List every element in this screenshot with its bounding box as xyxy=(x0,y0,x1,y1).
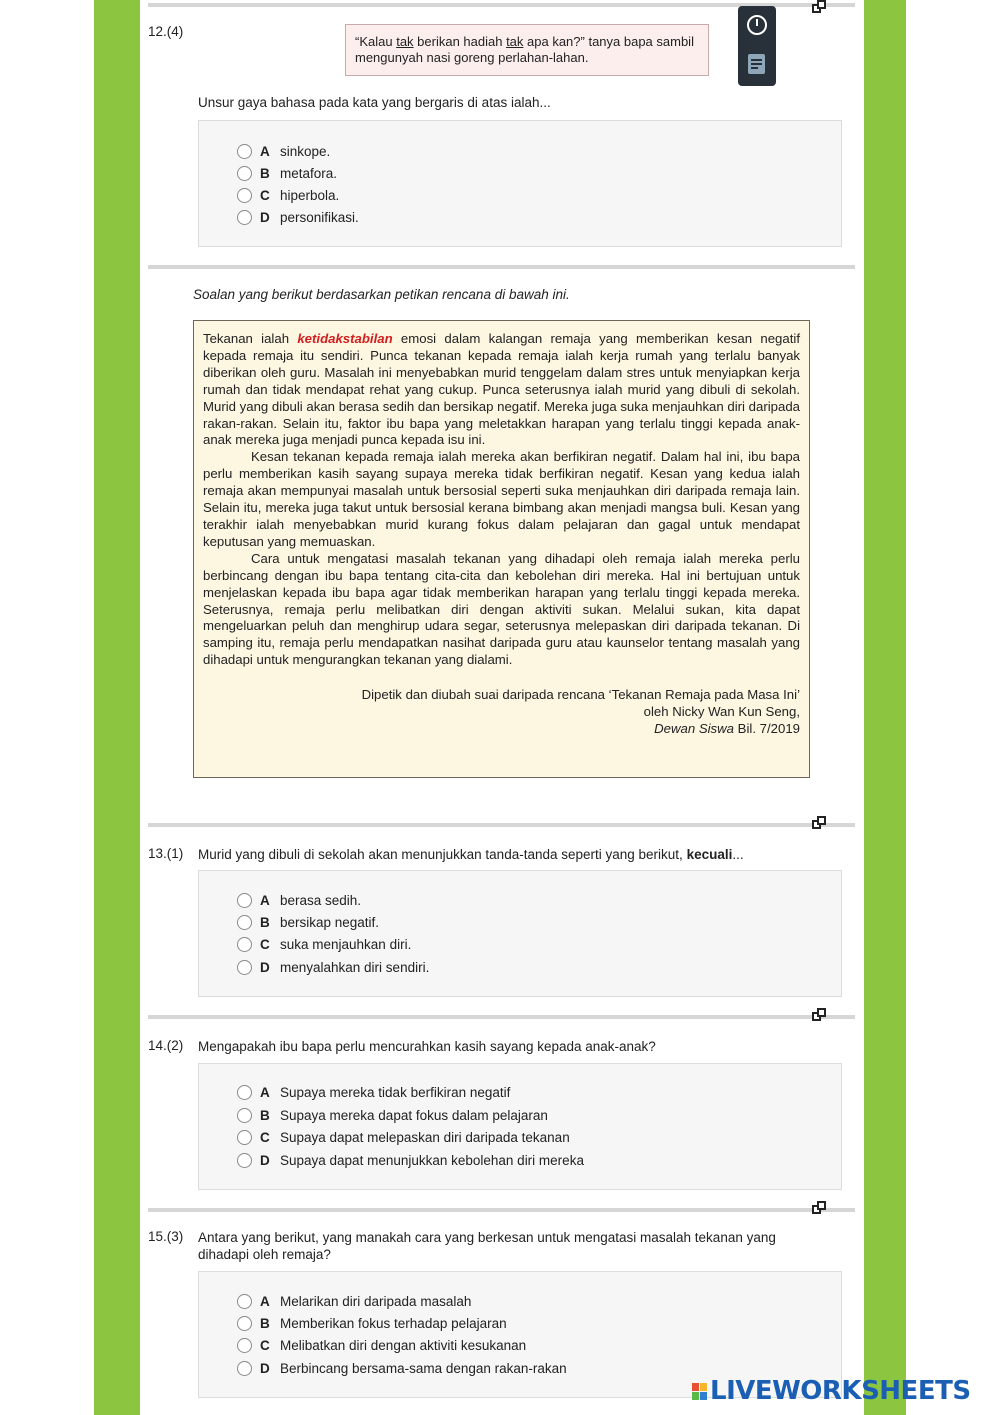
question-emphasis: kecuali xyxy=(686,847,733,862)
question-number-12: 12.(4) xyxy=(148,24,184,39)
worksheet-edit-icon[interactable] xyxy=(748,54,765,74)
radio-button[interactable] xyxy=(237,1294,252,1309)
options-box-13 xyxy=(198,870,842,997)
question-number-13: 13.(1) xyxy=(148,846,184,861)
radio-button[interactable] xyxy=(237,1361,252,1376)
option-text: metafora. xyxy=(280,165,338,181)
expand-icon[interactable] xyxy=(812,0,826,14)
option-letter: D xyxy=(260,959,270,975)
radio-button[interactable] xyxy=(237,166,252,181)
option-text: Berbincang bersama-sama dengan rakan-rakan xyxy=(280,1360,567,1376)
option-b[interactable] xyxy=(237,912,379,932)
question-text-13 xyxy=(198,846,744,863)
highlighted-word: ketidakstabilan xyxy=(297,331,393,346)
question-number-14: 14.(2) xyxy=(148,1038,184,1053)
right-green-bar xyxy=(864,0,906,1415)
option-text: Supaya dapat melepaskan diri daripada tekanan xyxy=(280,1129,570,1145)
option-text: personifikasi. xyxy=(280,209,359,225)
option-letter: C xyxy=(260,1337,270,1353)
paragraph-2: Kesan tekanan kepada remaja ialah mereka akan berfikiran negatif. Dalam hal ini, ibu bapa perlu memberikan kasih sayang supaya mereka tidak berfikiran negatif. Kesan yang kedua ialah remaja akan mempunyai masalah untuk bersosial seperti suka menjauhkan diri daripada remaja lain. Selain itu, mereka juga takut untuk bersosial kerana bimbang akan menjadi mangsa buli. Kesan yang terakhir ialah menyebabkan murid kurang fokus dalam pelajaran dan gagal untuk mendapat keputusan yang memuaskan. xyxy=(203,449,800,549)
expand-icon[interactable] xyxy=(812,816,826,830)
radio-button[interactable] xyxy=(237,188,252,203)
option-b[interactable] xyxy=(237,1105,548,1125)
option-letter: A xyxy=(260,143,270,159)
option-text: suka menjauhkan diri. xyxy=(280,936,412,952)
radio-button[interactable] xyxy=(237,1338,252,1353)
expand-icon[interactable] xyxy=(812,1201,826,1215)
option-c[interactable] xyxy=(237,1127,570,1147)
option-text: Melibatkan diri dengan aktiviti kesukanan xyxy=(280,1337,527,1353)
paragraph-3: Cara untuk mengatasi masalah tekanan yang dihadapi oleh remaja ialah mereka perlu berbincang dengan ibu bapa tentang cita-cita dan kebolehan diri mereka. Hal ini bertujuan untuk menjelaskan kepada ibu bapa agar tidak memberikan harapan yang terlalu tinggi kepada mereka. Seterusnya, remaja perlu melibatkan diri dengan aktiviti sukan. Melalui sukan, kita dapat mengeluarkan peluh dan menghirup udara segar, seterusnya melepaskan diri daripada tekanan. Di samping itu, remaja perlu mendapatkan nasihat daripada guru atau kaunselor tentang masalah yang dihadapi untuk mengurangkan tekanan yang dialami. xyxy=(203,550,800,668)
credit-line: Dipetik dan diubah suai daripada rencana ‘Tekanan Remaja pada Masa Ini’ xyxy=(361,687,800,703)
option-d[interactable] xyxy=(237,207,359,227)
separator xyxy=(148,1208,855,1212)
quote-box xyxy=(345,24,709,76)
option-letter: A xyxy=(260,1084,270,1100)
timer-icon[interactable] xyxy=(747,15,767,35)
radio-button[interactable] xyxy=(237,893,252,908)
paragraph-1 xyxy=(203,331,800,449)
option-letter: C xyxy=(260,936,270,952)
option-c[interactable] xyxy=(237,185,339,205)
question-text-14: Mengapakah ibu bapa perlu mencurahkan kasih sayang kepada anak-anak? xyxy=(198,1039,656,1054)
separator xyxy=(148,265,855,269)
separator xyxy=(148,1015,855,1019)
option-d[interactable] xyxy=(237,1358,567,1378)
instruction-text: Soalan yang berikut berdasarkan petikan rencana di bawah ini. xyxy=(193,287,570,302)
option-c[interactable] xyxy=(237,1335,526,1355)
option-text: Memberikan fokus terhadap pelajaran xyxy=(280,1315,507,1331)
radio-button[interactable] xyxy=(237,1108,252,1123)
credit-line: oleh Nicky Wan Kun Seng, xyxy=(643,704,800,720)
option-text: menyalahkan diri sendiri. xyxy=(280,959,430,975)
option-b[interactable] xyxy=(237,163,337,183)
article-credit xyxy=(203,686,800,737)
left-green-bar xyxy=(94,0,140,1415)
option-letter: B xyxy=(260,1107,270,1123)
option-letter: D xyxy=(260,209,270,225)
radio-button[interactable] xyxy=(237,210,252,225)
separator xyxy=(148,823,855,827)
option-text: sinkope. xyxy=(280,143,331,159)
option-b[interactable] xyxy=(237,1313,507,1333)
paragraph-text: Tekanan ialah xyxy=(203,331,298,346)
option-letter: A xyxy=(260,892,270,908)
radio-button[interactable] xyxy=(237,960,252,975)
options-box-14 xyxy=(198,1063,842,1190)
underlined-word: tak xyxy=(506,34,524,49)
radio-button[interactable] xyxy=(237,1316,252,1331)
radio-button[interactable] xyxy=(237,915,252,930)
tool-panel xyxy=(738,6,776,86)
radio-button[interactable] xyxy=(237,1153,252,1168)
option-a[interactable] xyxy=(237,1291,471,1311)
expand-icon[interactable] xyxy=(812,1008,826,1022)
paragraph-text: emosi dalam kalangan remaja yang memberikan kesan negatif kepada remaja itu sendiri. Punca tekanan kepada remaja ialah kerja rumah yang terlalu banyak diberikan oleh guru. Masalah ini menyebabkan murid tenggelam dalam stres untuk menyiapkan kerja rumah dan tidak mendapat rehat yang cukup. Punca seterusnya ialah murid yang dibuli di sekolah. Murid yang dibuli akan berasa sedih dan bersikap negatif. Mereka juga suka menjauhkan diri daripada rakan-rakan. Selain itu, faktor ibu bapa yang meletakkan harapan yang terlalu tinggi kepada anak-anak mereka juga menjadi punca kepada isu ini. xyxy=(203,331,800,448)
option-letter: D xyxy=(260,1360,270,1376)
option-letter: B xyxy=(260,1315,270,1331)
question-text: ... xyxy=(732,847,744,862)
radio-button[interactable] xyxy=(237,937,252,952)
quote-text: “Kalau xyxy=(355,34,397,49)
logo-text: LIVEWORKSHEETS xyxy=(710,1376,971,1406)
credit-line xyxy=(203,720,800,737)
option-text: bersikap negatif. xyxy=(280,914,380,930)
issue-number: Bil. 7/2019 xyxy=(734,721,800,737)
radio-button[interactable] xyxy=(237,1130,252,1145)
magazine-name: Dewan Siswa xyxy=(654,721,735,737)
option-letter: A xyxy=(260,1293,270,1309)
underlined-word: tak xyxy=(396,34,414,49)
option-text: berasa sedih. xyxy=(280,892,362,908)
question-text-15: Antara yang berikut, yang manakah cara yang berkesan untuk mengatasi masalah tekanan yang dihadapi oleh remaja? xyxy=(198,1230,776,1262)
option-a[interactable] xyxy=(237,141,330,161)
liveworksheets-logo[interactable] xyxy=(692,1376,992,1406)
option-a[interactable] xyxy=(237,1082,510,1102)
option-letter: C xyxy=(260,1129,270,1145)
option-d[interactable] xyxy=(237,1150,584,1170)
option-a[interactable] xyxy=(237,890,361,910)
option-c[interactable] xyxy=(237,934,411,954)
option-text: Supaya mereka dapat fokus dalam pelajaran xyxy=(280,1107,548,1123)
option-text: hiperbola. xyxy=(280,187,340,203)
option-letter: B xyxy=(260,914,270,930)
radio-button[interactable] xyxy=(237,144,252,159)
option-letter: D xyxy=(260,1152,270,1168)
question-text-12: Unsur gaya bahasa pada kata yang bergaris di atas ialah... xyxy=(198,95,551,110)
option-d[interactable] xyxy=(237,957,429,977)
option-letter: C xyxy=(260,187,270,203)
quote-text: apa kan?” tanya bapa sambil mengunyah nasi goreng perlahan-lahan. xyxy=(355,34,694,65)
quote-text: berikan hadiah xyxy=(413,34,507,49)
options-box-12 xyxy=(198,120,842,247)
question-text: Murid yang dibuli di sekolah akan menunjukkan tanda-tanda seperti yang berikut, xyxy=(198,847,687,862)
option-text: Melarikan diri daripada masalah xyxy=(280,1293,472,1309)
question-number-15: 15.(3) xyxy=(148,1229,184,1244)
radio-button[interactable] xyxy=(237,1085,252,1100)
logo-grid-icon xyxy=(692,1383,707,1400)
option-text: Supaya mereka tidak berfikiran negatif xyxy=(280,1084,511,1100)
option-text: Supaya dapat menunjukkan kebolehan diri mereka xyxy=(280,1152,584,1168)
article-passage xyxy=(193,320,810,778)
option-letter: B xyxy=(260,165,270,181)
